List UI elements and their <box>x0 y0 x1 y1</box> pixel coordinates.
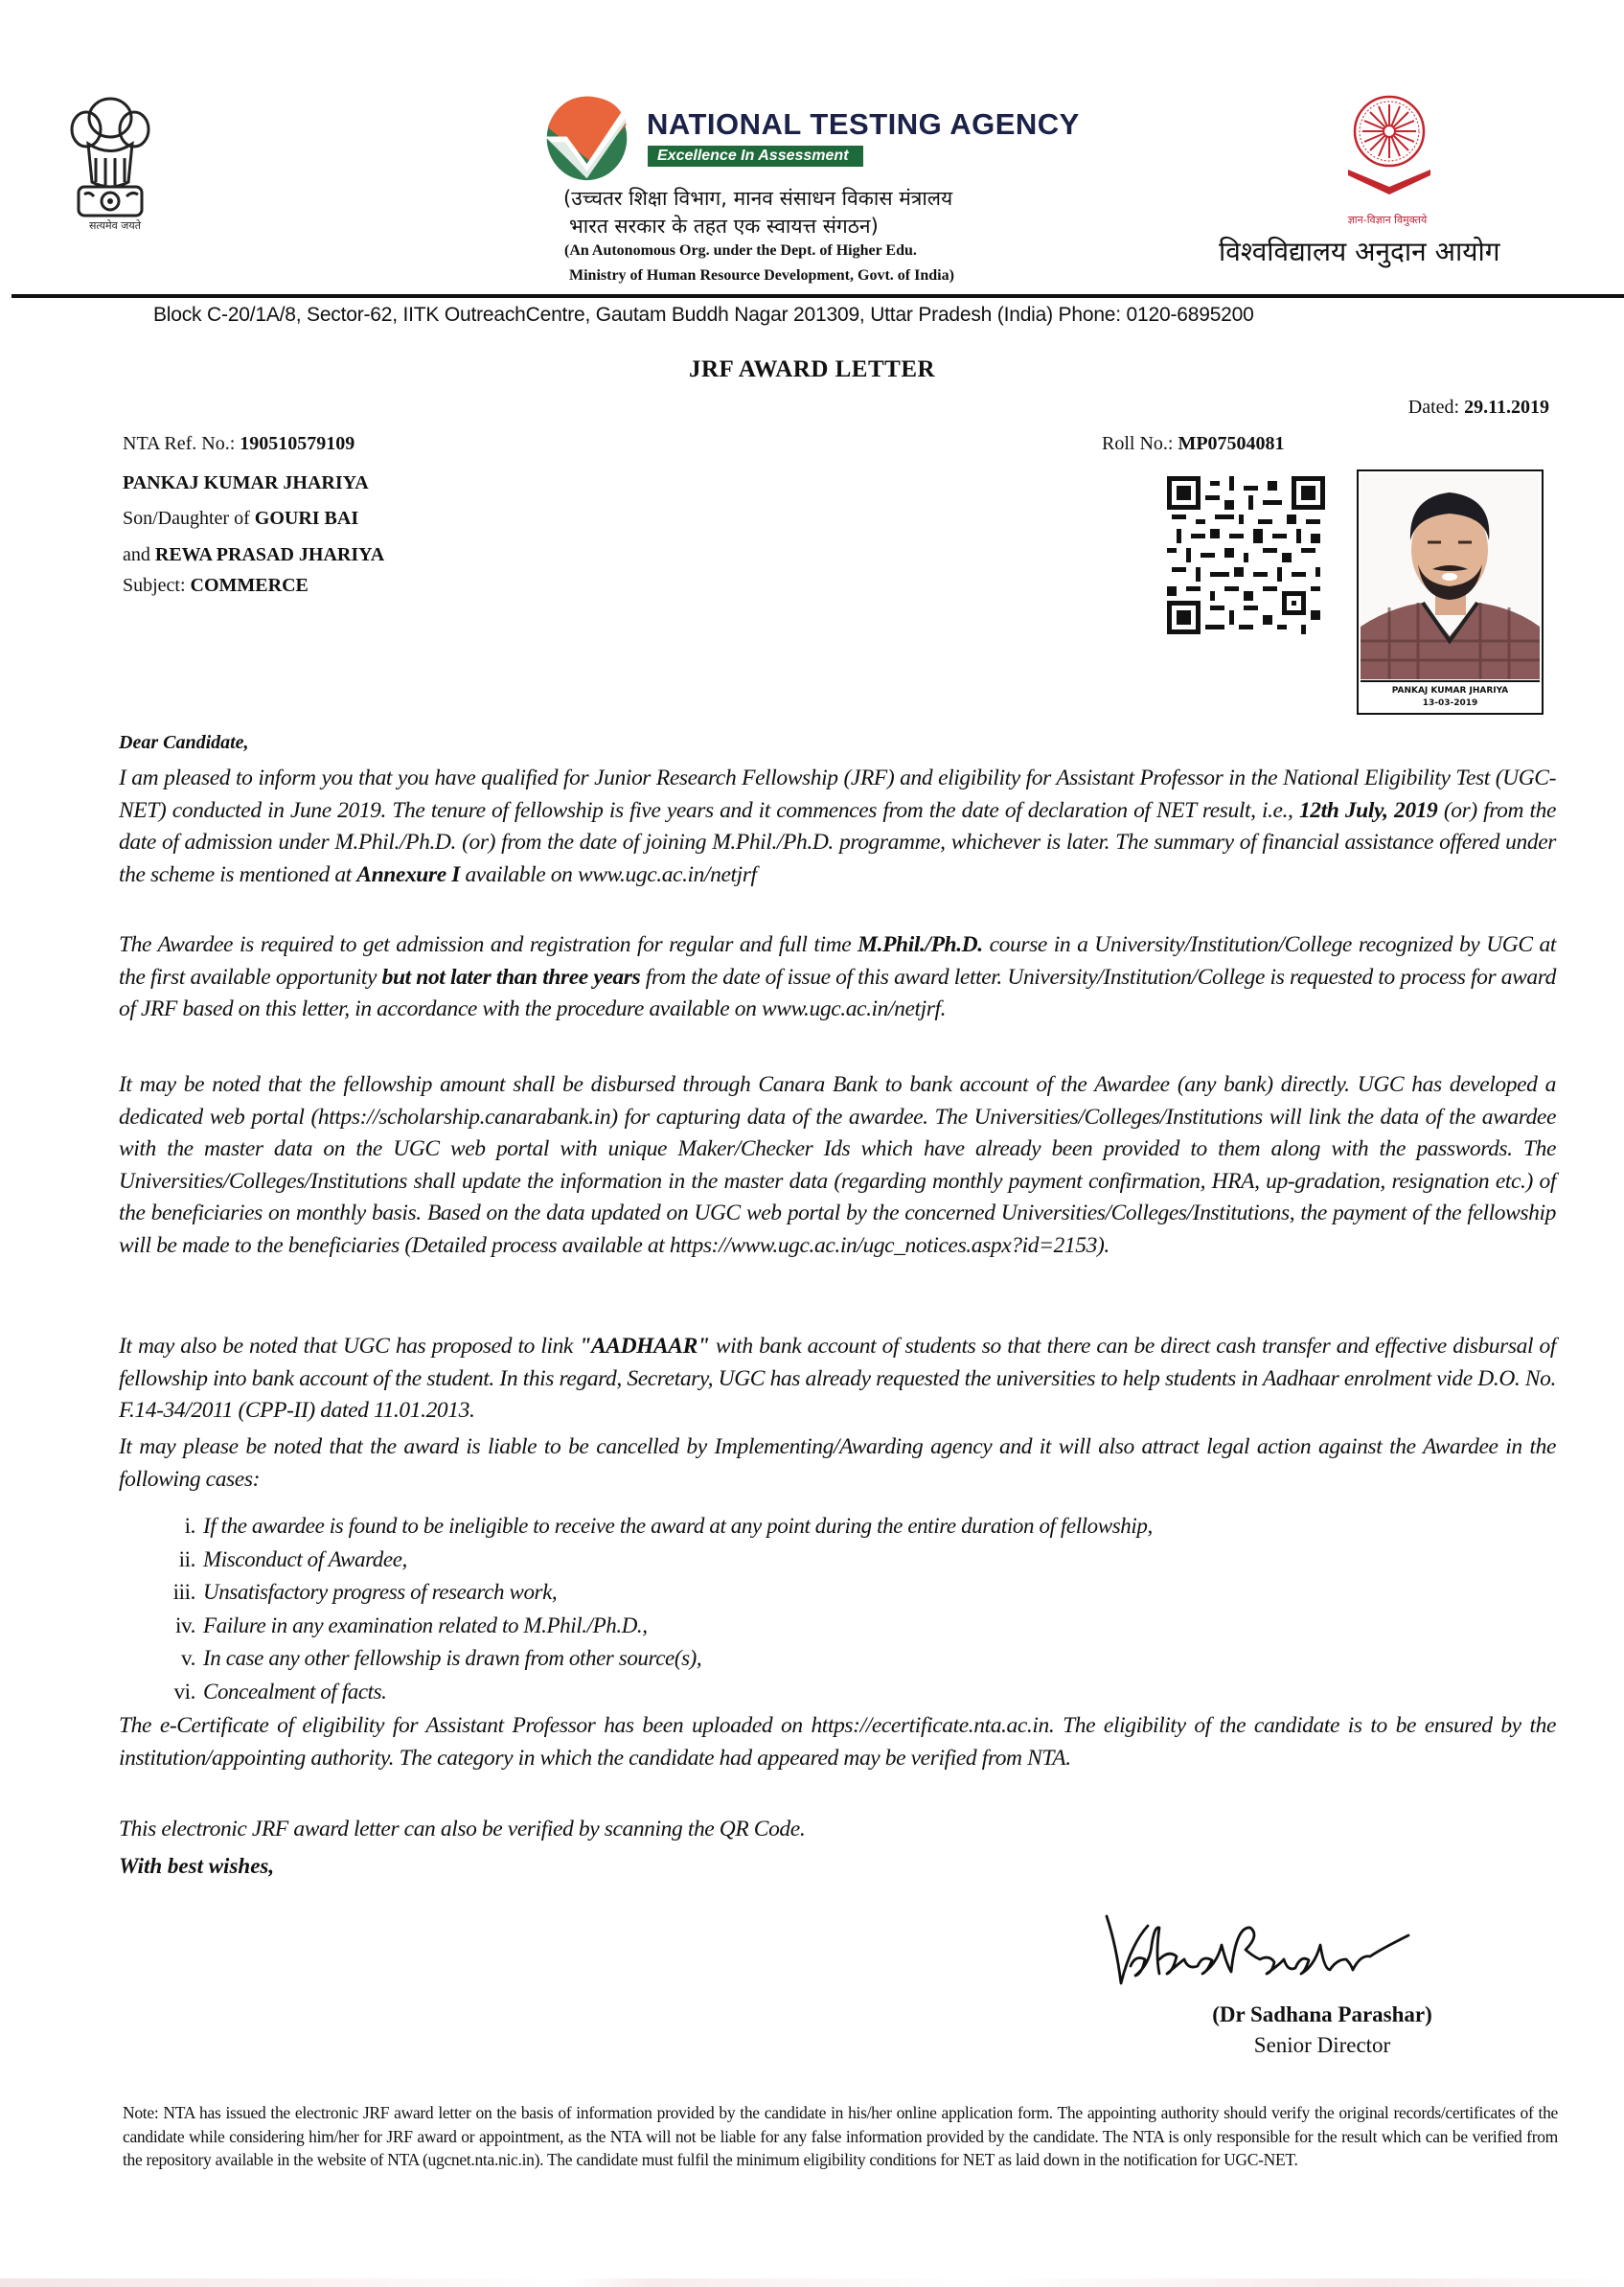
letter-date <box>1408 397 1549 419</box>
signature-icon <box>1092 1907 1552 1993</box>
list-item <box>153 1676 1153 1709</box>
para4-text-cont: with bank account of students so that there can be direct cash transfer and effective disbursal of fellowship into bank account of the student. In this regard, Secretary, UGC has already requested the universities to help students in Aadhaar enrolment vide D.O. No. F.14-34/2011 (CPP-II) dated 11.01.2013. <box>119 1334 1557 1423</box>
list-item <box>153 1544 1153 1577</box>
nta-address: Block C-20/1A/8, Sector-62, IITK OutreachCentre, Gautam Buddh Nagar 201309, Uttar Pradesh (India) Phone: 0120-6895200 <box>153 304 1254 326</box>
list-item <box>153 1510 1153 1544</box>
mother-line <box>123 508 358 530</box>
para4-text: It may also be noted that UGC has proposed to link <box>119 1334 580 1359</box>
footer-note: Note: NTA has issued the electronic JRF award letter on the basis of information provided by the candidate in his/her online application form. The appointing authority should verify the original records/certificates of the candidate while considering him/her for JRF award or appointment, as the NTA will not be liable for any false information provided by the candidate. The NTA is only responsible for the result which can be verified from the repository available in the website of NTA (ugcnet.nta.nic.in). The candidate must fulfil the minimum eligibility conditions for NET as laid down in the notification for UGC-NET. <box>123 2103 1558 2169</box>
header-divider <box>11 294 1624 298</box>
photo-caption-name: PANKAJ KUMAR JHARIYA <box>1391 686 1509 696</box>
list-item-text: In case any other fellowship is drawn from other source(s), <box>203 1646 702 1671</box>
paragraph-admission <box>119 929 1556 1026</box>
para2-text-cont: course in a University/Institution/College recognized by UGC at the first available opportunity <box>119 932 1556 990</box>
and-label: and <box>123 544 150 565</box>
candidate-name <box>123 472 369 494</box>
photo-caption <box>1361 680 1540 711</box>
course-name: M.Phil./Ph.D. <box>858 932 983 957</box>
nta-tagline: Excellence In Assessment <box>648 146 863 167</box>
nta-ref-number <box>123 433 355 455</box>
para2-text: The Awardee is required to get admission and registration for regular and full time <box>119 932 858 957</box>
subject-line <box>123 575 309 597</box>
list-item-number: i. <box>184 1514 195 1538</box>
dated-label: Dated: <box>1407 397 1460 418</box>
dated-value: 29.11.2019 <box>1464 397 1549 418</box>
nta-english-line-2: Ministry of Human Resource Development, Govt. of India) <box>569 267 954 284</box>
nta-title: NATIONAL TESTING AGENCY <box>647 107 1080 141</box>
parent-label: Son/Daughter of <box>123 508 250 529</box>
para1-text: I am pleased to inform you that you have qualified for Junior Research Fellowship (JRF) and eligibility for Assistant Professor in the National Eligibility Test (UGC-NET) conducted in June 2019. The tenure of fellowship is five years and it commences from the date of declaration of NET result, i.e., <box>119 766 1556 823</box>
result-date: 12th July, 2019 <box>1298 797 1438 823</box>
signatory-name: (Dr Sadhana Parashar) <box>1212 2002 1432 2026</box>
list-item <box>153 1642 1153 1676</box>
nta-hindi-line-2: भारत सरकार के तहत एक स्वायत्त संगठन) <box>569 215 879 238</box>
emblem-caption: सत्यमेव जयते <box>88 219 141 232</box>
scan-edge <box>0 2278 1624 2287</box>
photo-caption-date: 13-03-2019 <box>1422 698 1478 708</box>
paragraph-qualification <box>119 763 1556 891</box>
signatory-designation: Senior Director <box>1253 2033 1391 2057</box>
subject-label: Subject: <box>123 575 186 596</box>
ugc-motto: ज्ञान-विज्ञान विमुक्तये <box>1347 214 1428 226</box>
paragraph-qr-verification: This electronic JRF award letter can also be verified by scanning the QR Code. <box>119 1817 806 1841</box>
roll-value: MP07504081 <box>1178 433 1285 454</box>
ref-value: 190510579109 <box>240 433 355 454</box>
list-item-text: Failure in any examination related to M.Phil./Ph.D., <box>203 1612 648 1637</box>
list-item-number: vi. <box>173 1679 195 1704</box>
roll-number <box>1102 433 1285 455</box>
list-item <box>153 1610 1153 1643</box>
cancellation-cases-list <box>153 1510 1153 1709</box>
list-item-text: Unsatisfactory progress of research work, <box>203 1580 558 1605</box>
list-item-number: ii. <box>178 1546 195 1571</box>
list-item-number: iii. <box>172 1580 195 1605</box>
roll-label: Roll No.: <box>1102 433 1174 454</box>
annexure-label: Annexure I <box>356 861 460 887</box>
list-item-number: v. <box>181 1646 195 1671</box>
deadline-text: but not later than three years <box>381 964 641 990</box>
nta-hindi-line-1: (उच्चतर शिक्षा विभाग, मानव संसाधन विकास मंत्रालय <box>563 187 953 210</box>
ugc-name-hindi: विश्वविद्यालय अनुदान आयोग <box>1219 236 1500 267</box>
closing-wishes: With best wishes, <box>119 1854 275 1878</box>
para2-text-end: from the date of issue of this award letter. University/Institution/College is requested to process for award of JRF based on this letter, in accordance with the procedure available on www.ugc.ac.in/netjrf. <box>119 964 1556 1021</box>
aadhaar-label: "AADHAAR" <box>579 1334 710 1359</box>
candidate-photo <box>1357 469 1544 715</box>
ref-label: NTA Ref. No.: <box>123 433 236 454</box>
nta-logo-icon <box>541 91 632 182</box>
candidate-name-value: PANKAJ KUMAR JHARIYA <box>123 472 369 493</box>
paragraph-ecertificate: The e-Certificate of eligibility for Assistant Professor has been uploaded on https://ecertificate.nta.ac.in. The eligibility of the candidate is to be ensured by the institution/appointing authority. The category in which the candidate had appeared may be verified from NTA. <box>119 1713 1556 1771</box>
list-item-text: If the awardee is found to be ineligible to receive the award at any point during the entire duration of fellowship, <box>203 1514 1153 1538</box>
salutation: Dear Candidate, <box>119 732 249 753</box>
para1-text-cont: (or) from the date of admission under M.Phil./Ph.D. (or) from the date of joining M.Phil./Ph.D. programme, whichever is later. The summary of financial assistance offered under the scheme is mentioned at <box>119 797 1556 887</box>
list-item-text: Misconduct of Awardee, <box>203 1546 407 1571</box>
mother-name: GOURI BAI <box>254 508 359 529</box>
qr-code-icon[interactable] <box>1167 476 1325 634</box>
paragraph-aadhaar <box>119 1331 1556 1428</box>
list-item-text: Concealment of facts. <box>203 1679 387 1704</box>
paragraph-disbursal: It may be noted that the fellowship amount shall be disbursed through Canara Bank to bank account of the Awardee (any bank) directly. UGC has developed a dedicated web portal (https://scholarship.canarabank.in) for capturing data of the awardee. The Universities/Colleges/Institutions will link the data of the awardee with the master data on the UGC web portal with unique Maker/Checker Ids which have already been provided to them along with the passwords. The Universities/Colleges/Institutions shall update the information in the master data (regarding monthly payment confirmation, HRA, up-gradation, resignation etc.) of the beneficiaries on monthly basis. Based on the data updated on UGC web portal by the concerned Universities/Colleges/Institutions, the payment of the fellowship will be made to the beneficiaries (Detailed process available at https://www.ugc.ac.in/ugc_notices.aspx?id=2153). <box>119 1072 1556 1258</box>
candidate-photo-image <box>1361 473 1540 679</box>
nta-english-line-1: (An Autonomous Org. under the Dept. of Higher Edu. <box>564 242 917 259</box>
ugc-logo-icon <box>1337 91 1442 196</box>
letter-title: JRF AWARD LETTER <box>688 356 936 382</box>
list-item <box>153 1576 1153 1610</box>
list-item-number: iv. <box>175 1612 195 1637</box>
subject-value: COMMERCE <box>190 575 309 596</box>
annexure-link: available on www.ugc.ac.in/netjrf <box>459 861 757 887</box>
father-name: REWA PRASAD JHARIYA <box>154 544 385 565</box>
father-line <box>123 544 384 566</box>
paragraph-cancellation: It may please be noted that the award is liable to be cancelled by Implementing/Awarding agency and it will also attract legal action against the Awardee in the following cases: <box>119 1434 1556 1492</box>
